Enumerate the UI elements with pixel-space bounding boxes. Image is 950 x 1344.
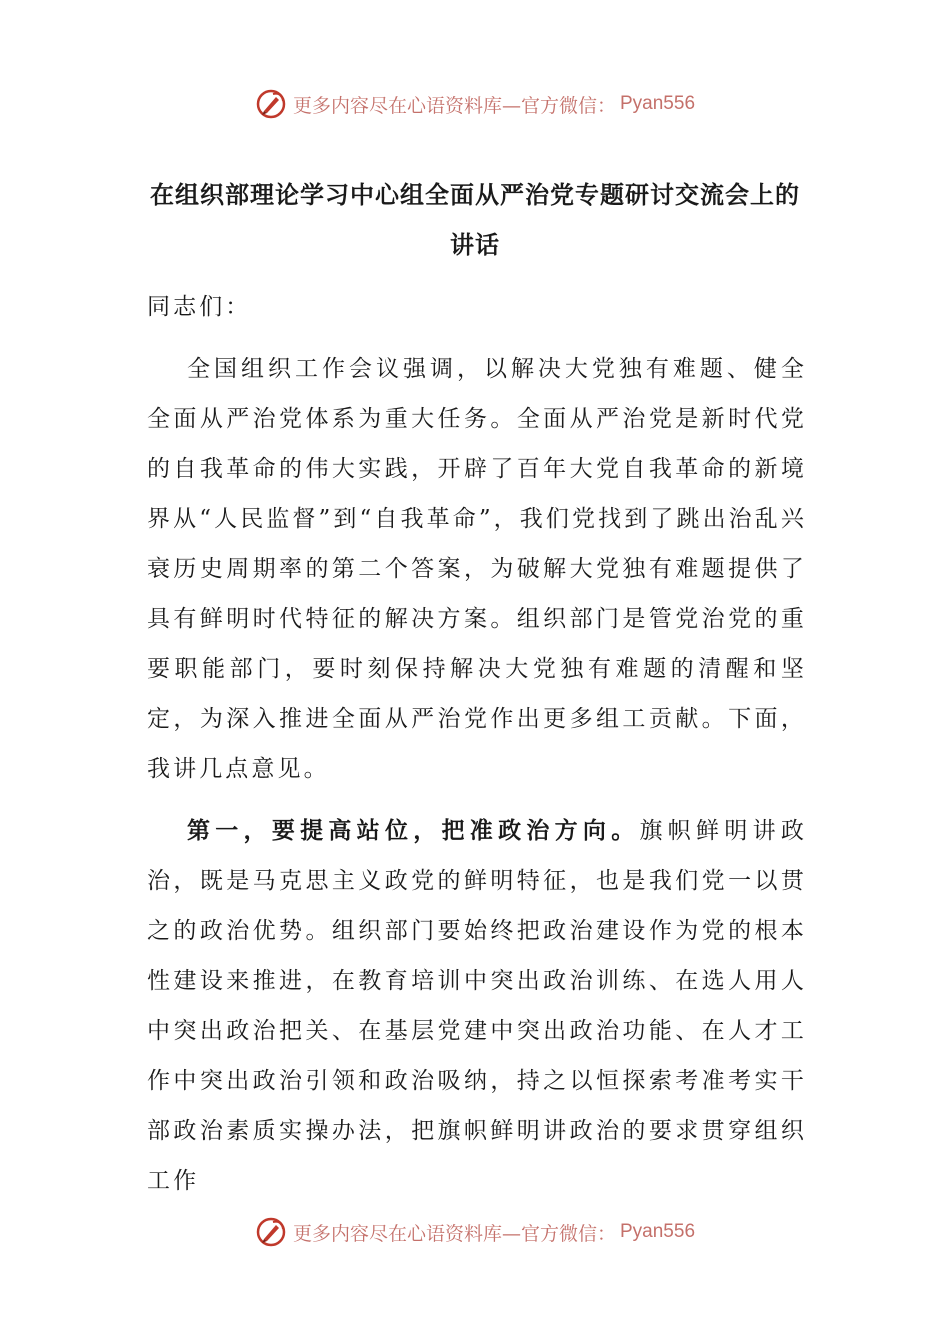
document-body [147, 282, 807, 1206]
salutation: 同志们： [147, 294, 252, 320]
pen-logo-icon [255, 88, 287, 120]
banner-wechat-id: Pyan556 [620, 93, 696, 114]
banner-wechat-id: Pyan556 [620, 1221, 696, 1242]
paragraph-lead: 第一，要提高站位，把准政治方向。 [187, 817, 640, 844]
footer-banner [0, 1212, 950, 1252]
paragraph-text: 旗帜鲜明讲政治，既是马克思主义政党的鲜明特征，也是我们党一以贯之的政治优势。组织部门要始终把政治建设作为党的根本性建设来推进，在教育培训中突出政治训练、在选人用人中突出政治把关、在基层党建中突出政治功能、在人才工作中突出政治引领和政治吸纳，持之以恒探索考准考实干部政治素质实操办法，把旗帜鲜明讲政治的要求贯穿组织工作 [147, 818, 807, 1194]
banner-site-text: 更多内容尽在心语资料库—官方微信： [292, 94, 616, 117]
paragraph [147, 344, 807, 794]
banner-site-text: 更多内容尽在心语资料库—官方微信： [292, 1222, 616, 1245]
pen-logo-icon [255, 1216, 287, 1248]
paragraph [147, 806, 807, 1206]
paragraph-text: 全国组织工作会议强调，以解决大党独有难题、健全全面从严治党体系为重大任务。全面从严治党是新时代党的自我革命的伟大实践，开辟了百年大党自我革命的新境界从“人民监督”到“自我革命”，我们党找到了跳出治乱兴衰历史周期率的第二个答案，为破解大党独有难题提供了具有鲜明时代特征的解决方案。组织部门是管党治党的重要职能部门，要时刻保持解决大党独有难题的清醒和坚定，为深入推进全面从严治党作出更多组工贡献。下面，我讲几点意见。 [147, 356, 807, 782]
header-banner [0, 84, 950, 124]
document-title: 在组织部理论学习中心组全面从严治党专题研讨交流会上的讲话 [150, 180, 800, 259]
